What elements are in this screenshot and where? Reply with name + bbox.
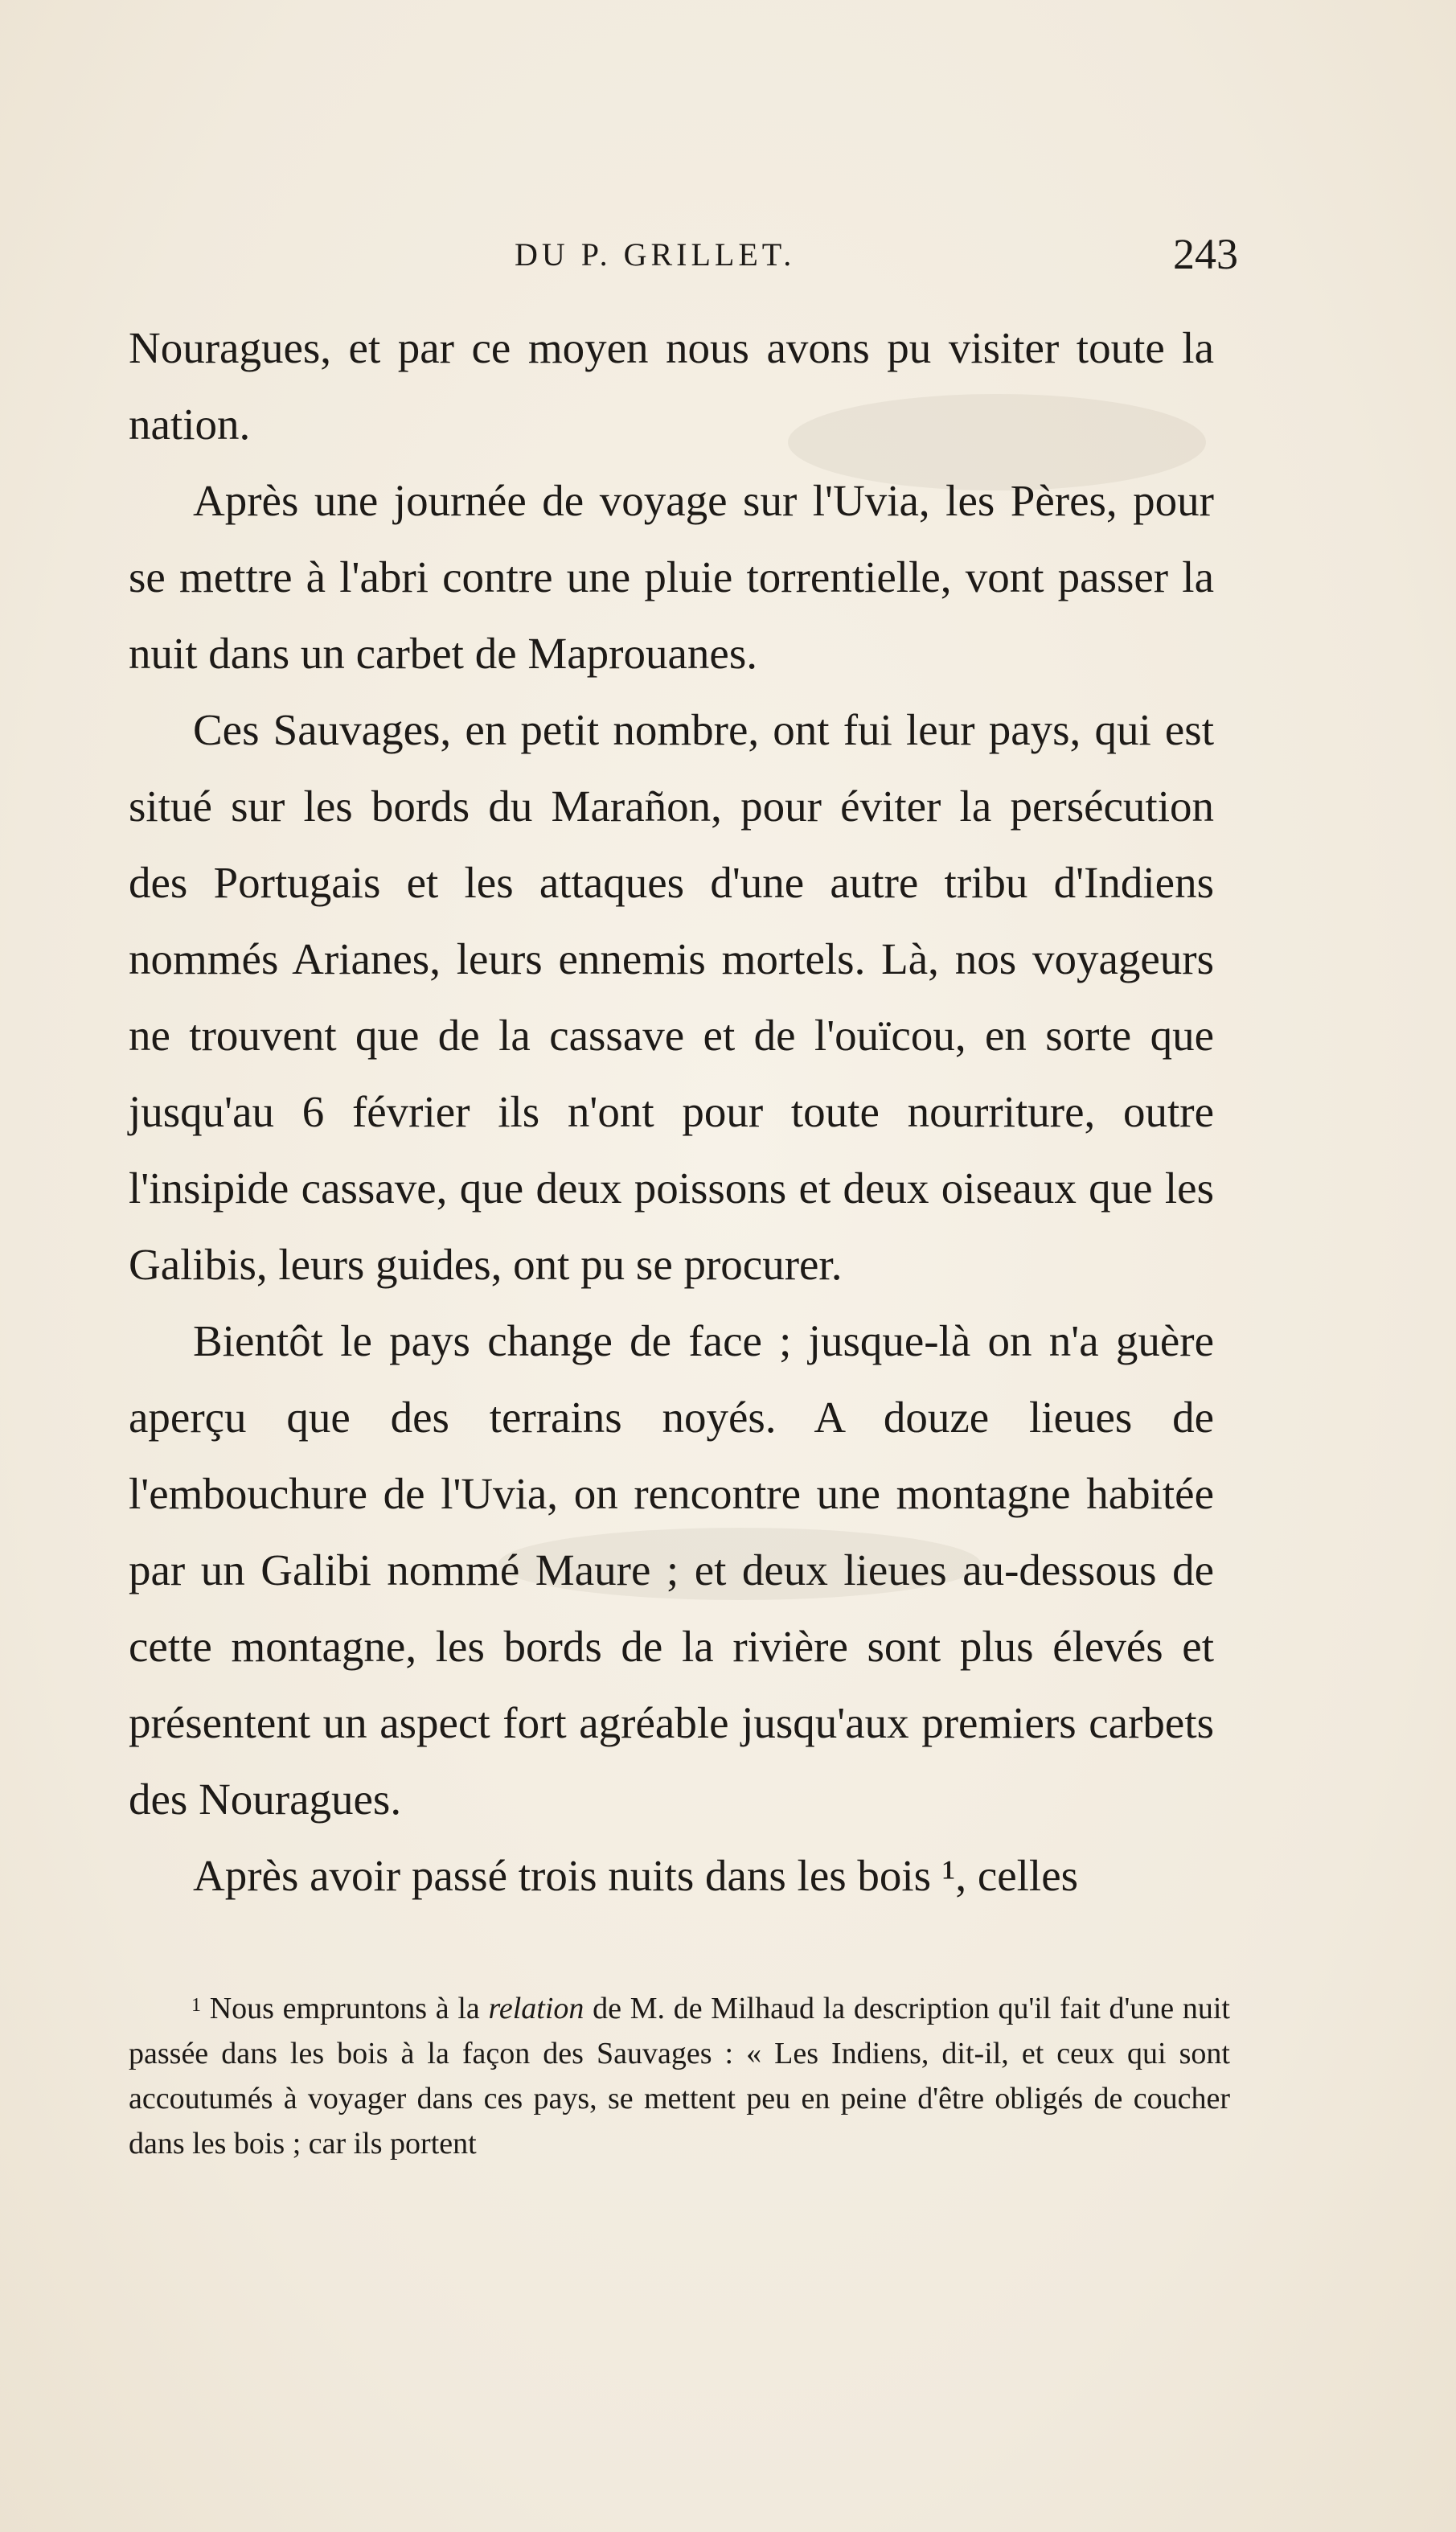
page-header: [129, 229, 1238, 277]
footnotes: [129, 1986, 1230, 2166]
paragraph: Ces Sauvages, en petit nombre, ont fui leur pays, qui est situé sur les bords du Marañon, pour éviter la persécution des Portugais et les attaques d'une autre tribu d'Indiens nommés Arianes, leurs ennemis mortels. Là, nos voyageurs ne trouvent que de la cassave et de l'ouïcou, en sorte que jusqu'au 6 février ils n'ont pour toute nourriture, outre l'insipide cassave, que deux poissons et deux oiseaux que les Galibis, leurs guides, ont pu se procurer.: [129, 705, 1214, 1289]
footnote-text: de M. de Milhaud la description qu'il fait d'une nuit passée dans les bois à la façon des Sauvages : « Les Indiens, dit-il, et ceux qui sont accoutumés à voyager dans ces pays, se mettent peu en peine d'être obligés de coucher dans les bois ; car ils portent: [129, 1992, 1230, 2161]
paragraph: Nouragues, et par ce moyen nous avons pu visiter toute la nation.: [129, 323, 1214, 449]
paragraph: Bientôt le pays change de face ; jusque-là on n'a guère aperçu que des terrains noyés. A douze lieues de l'embouchure de l'Uvia, on rencontre une montagne habitée par un Galibi nommé Maure ; et deux lieues au-dessous de cette montagne, les bords de la rivière sont plus élevés et présentent un aspect fort agréable jusqu'aux premiers carbets des Nouragues.: [129, 1316, 1214, 1824]
footnote-marker: 1: [191, 1995, 201, 2016]
page-number: 243: [1173, 230, 1238, 278]
body-text: [129, 310, 1214, 1914]
footnote-text: Nous empruntons à la: [209, 1992, 489, 2025]
running-head: DU P. GRILLET.: [515, 236, 796, 273]
paragraph: Après une journée de voyage sur l'Uvia, les Pères, pour se mettre à l'abri contre une pluie torrentielle, vont passer la nuit dans un carbet de Maprouanes.: [129, 476, 1214, 678]
footnote: [129, 1986, 1230, 2166]
footnote-italic: relation: [488, 1992, 584, 2025]
paragraph: Après avoir passé trois nuits dans les bois ¹, celles: [193, 1851, 1079, 1900]
